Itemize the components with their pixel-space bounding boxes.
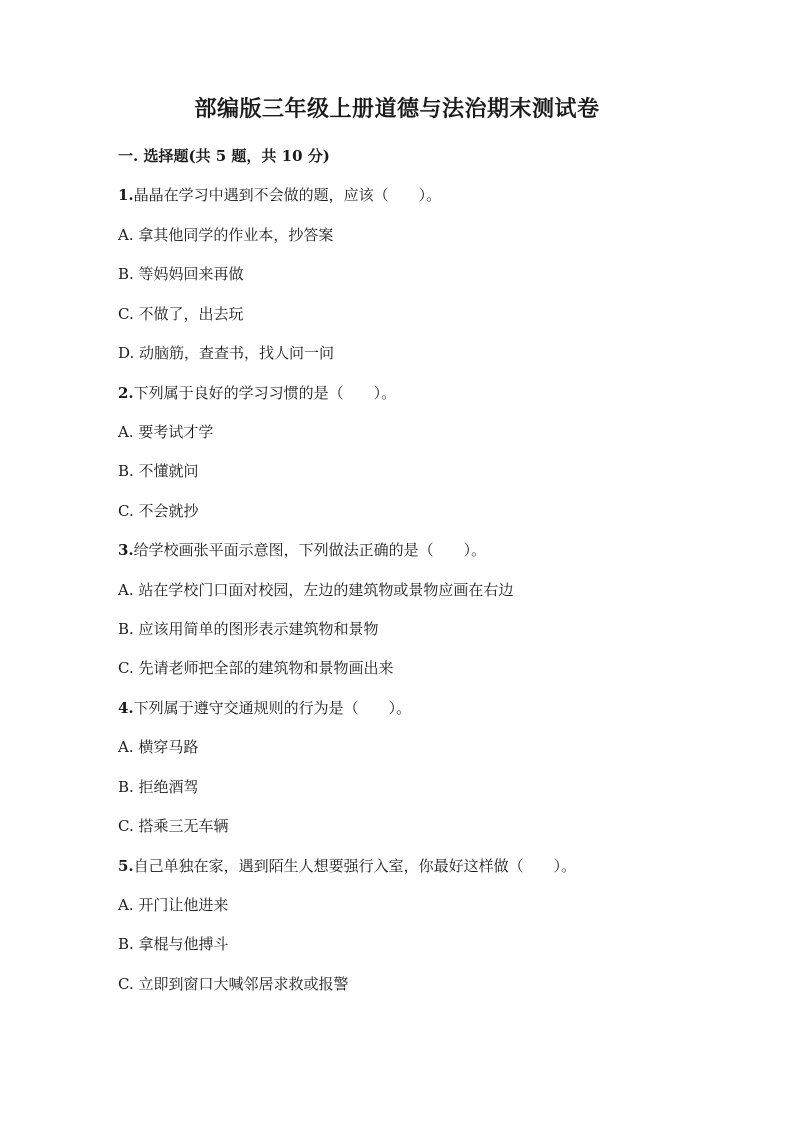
question-4-option-b: B. 拒绝酒驾 <box>118 778 199 796</box>
question-5-option-b: B. 拿棍与他搏斗 <box>118 935 229 953</box>
section-heading: 一. 选择题(共 5 题，共 10 分) <box>118 147 330 165</box>
question-4-option-a: A. 横穿马路 <box>118 738 199 756</box>
question-2-option-c: C. 不会就抄 <box>118 502 199 520</box>
question-1-option-c: C. 不做了，出去玩 <box>118 305 244 323</box>
question-5-option-a: A. 开门让他进来 <box>118 896 229 914</box>
page-title: 部编版三年级上册道德与法治期末测试卷 <box>194 96 600 122</box>
question-3 <box>118 540 486 560</box>
question-number: 2. <box>118 384 134 402</box>
question-text: 自己单独在家，遇到陌生人想要强行入室，你最好这样做（ ）。 <box>133 857 577 875</box>
question-5 <box>118 856 576 876</box>
question-1 <box>118 185 441 205</box>
question-number: 5. <box>118 857 134 875</box>
question-1-option-a: A. 拿其他同学的作业本，抄答案 <box>118 226 334 244</box>
question-number: 4. <box>118 699 134 717</box>
question-5-option-c: C. 立即到窗口大喊邻居求救或报警 <box>118 975 349 993</box>
question-3-option-b: B. 应该用简单的图形表示建筑物和景物 <box>118 620 379 638</box>
question-3-option-a: A. 站在学校门口面对校园，左边的建筑物或景物应画在右边 <box>118 581 514 599</box>
question-text: 晶晶在学习中遇到不会做的题，应该（ ）。 <box>133 186 442 204</box>
question-2 <box>118 383 396 403</box>
question-4 <box>118 698 411 718</box>
question-text: 下列属于遵守交通规则的行为是（ ）。 <box>133 699 412 717</box>
question-1-option-b: B. 等妈妈回来再做 <box>118 265 244 283</box>
question-number: 1. <box>118 186 134 204</box>
question-text: 下列属于良好的学习习惯的是（ ）。 <box>133 384 397 402</box>
question-2-option-b: B. 不懂就问 <box>118 462 199 480</box>
question-text: 给学校画张平面示意图，下列做法正确的是（ ）。 <box>133 541 487 559</box>
question-1-option-d: D. 动脑筋，查查书，找人问一问 <box>118 344 335 362</box>
question-3-option-c: C. 先请老师把全部的建筑物和景物画出来 <box>118 659 394 677</box>
question-4-option-c: C. 搭乘三无车辆 <box>118 817 229 835</box>
question-2-option-a: A. 要考试才学 <box>118 423 214 441</box>
question-number: 3. <box>118 541 134 559</box>
